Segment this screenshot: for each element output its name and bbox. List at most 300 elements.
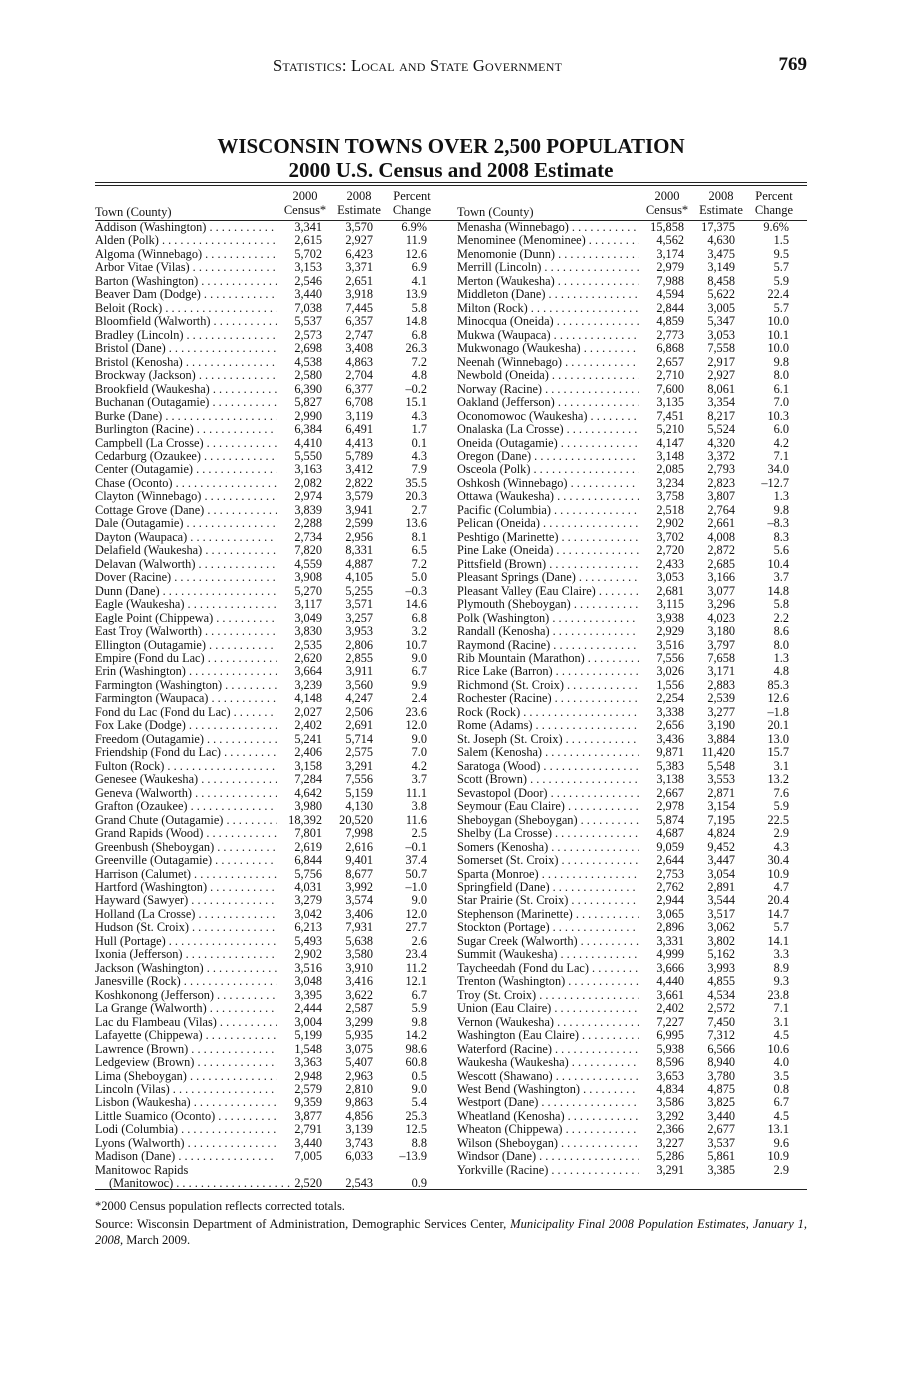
percent-change: 22.4 bbox=[767, 287, 789, 302]
town-name: Peshtigo (Marinette) . . . bbox=[457, 531, 639, 544]
census-2000: 6,390 bbox=[294, 381, 322, 396]
estimate-2008: 3,171 bbox=[707, 664, 735, 679]
table-row bbox=[95, 854, 451, 867]
census-2000: 2,620 bbox=[294, 651, 322, 665]
census-2000: 7,005 bbox=[294, 1149, 322, 1164]
estimate-2008: 2,661 bbox=[707, 516, 735, 531]
percent-change: 9.6% bbox=[763, 220, 789, 234]
town-name: Barton (Washington) . . . bbox=[95, 275, 277, 288]
table-row bbox=[457, 625, 813, 638]
town-name: Beloit (Rock) . . . bbox=[95, 302, 277, 315]
town-name: Arbor Vitae (Vilas) . . . bbox=[95, 261, 277, 274]
estimate-2008: 7,558 bbox=[707, 341, 735, 356]
town-name: Friendship (Fond du Lac) . . . bbox=[95, 746, 277, 759]
estimate-2008: 3,797 bbox=[707, 637, 735, 652]
percent-change: 5.9 bbox=[411, 1001, 427, 1016]
percent-change: 9.8 bbox=[773, 354, 789, 369]
estimate-2008: 6,357 bbox=[345, 314, 373, 329]
town-name: Springfield (Dane) . . . bbox=[457, 881, 639, 894]
census-2000: 3,042 bbox=[294, 906, 322, 921]
town-name: Scott (Brown) . . . bbox=[457, 773, 639, 786]
table-row bbox=[457, 1110, 813, 1123]
census-2000: 2,657 bbox=[656, 354, 684, 369]
town-name: Lima (Sheboygan) . . . bbox=[95, 1070, 277, 1083]
table-row bbox=[95, 261, 451, 274]
census-2000: 6,844 bbox=[294, 853, 322, 868]
census-2000: 2,844 bbox=[656, 300, 684, 315]
percent-change: 12.0 bbox=[405, 906, 427, 921]
estimate-2008: 4,630 bbox=[707, 233, 735, 248]
table-row bbox=[95, 1043, 451, 1056]
census-2000: 2,753 bbox=[656, 866, 684, 881]
percent-change: 9.3 bbox=[773, 974, 789, 989]
town-name: Union (Eau Claire) . . . bbox=[457, 1002, 639, 1015]
estimate-2008: 3,412 bbox=[345, 462, 373, 477]
table-row bbox=[457, 342, 813, 355]
town-name: Madison (Dane) . . . bbox=[95, 1150, 277, 1163]
table-row bbox=[457, 490, 813, 503]
estimate-2008: 3,993 bbox=[707, 960, 735, 975]
table-row bbox=[457, 827, 813, 840]
percent-change: 4.2 bbox=[411, 758, 427, 773]
town-name: Janesville (Rock) . . . bbox=[95, 975, 277, 988]
town-name: Wheaton (Chippewa) . . . bbox=[457, 1123, 639, 1136]
estimate-2008: 2,685 bbox=[707, 556, 735, 571]
percent-change: 10.4 bbox=[767, 556, 789, 571]
table-row bbox=[95, 1177, 451, 1190]
percent-change: 9.0 bbox=[411, 1082, 427, 1096]
percent-change: 7.9 bbox=[411, 462, 427, 477]
percent-change: 1.5 bbox=[773, 233, 789, 248]
percent-change: 3.5 bbox=[773, 1068, 789, 1083]
census-2000: 9,059 bbox=[656, 839, 684, 854]
table-row bbox=[457, 854, 813, 867]
census-2000: 1,556 bbox=[656, 677, 684, 692]
estimate-2008: 3,560 bbox=[345, 677, 373, 692]
census-2000: 3,516 bbox=[656, 637, 684, 652]
percent-change: 9.8 bbox=[773, 502, 789, 517]
percent-change: 9.0 bbox=[411, 731, 427, 746]
census-2000: 3,830 bbox=[294, 624, 322, 639]
town-name: Burke (Dane) . . . bbox=[95, 410, 277, 423]
table-row bbox=[95, 248, 451, 261]
census-2000: 5,537 bbox=[294, 314, 322, 329]
percent-change: 1.3 bbox=[773, 651, 789, 665]
town-name: Mukwa (Waupaca) . . . bbox=[457, 329, 639, 342]
running-head bbox=[0, 56, 907, 80]
census-2000: 2,773 bbox=[656, 327, 684, 342]
table-row bbox=[457, 504, 813, 517]
census-2000: 4,999 bbox=[656, 947, 684, 962]
percent-change: –0.1 bbox=[405, 839, 427, 854]
estimate-2008: 2,506 bbox=[345, 704, 373, 719]
estimate-2008: 2,543 bbox=[345, 1176, 373, 1191]
census-2000: 5,938 bbox=[656, 1041, 684, 1056]
census-2000: 5,827 bbox=[294, 395, 322, 410]
census-2000: 7,820 bbox=[294, 543, 322, 558]
town-name: Merrill (Lincoln) . . . bbox=[457, 261, 639, 274]
column-headers-left bbox=[95, 189, 451, 219]
census-2000: 7,988 bbox=[656, 273, 684, 288]
percent-change: 60.8 bbox=[405, 1055, 427, 1070]
table-rows-right bbox=[457, 221, 813, 1177]
estimate-2008: 2,575 bbox=[345, 745, 373, 760]
census-2000: 5,241 bbox=[294, 731, 322, 746]
town-name: Jackson (Washington) . . . bbox=[95, 962, 277, 975]
estimate-2008: 3,580 bbox=[345, 947, 373, 962]
town-name: Algoma (Winnebago) . . . bbox=[95, 248, 277, 261]
census-2000: 7,227 bbox=[656, 1014, 684, 1029]
percent-change: 3.1 bbox=[773, 1014, 789, 1029]
percent-change: 3.3 bbox=[773, 947, 789, 962]
percent-change: 5.0 bbox=[411, 570, 427, 585]
estimate-2008: 3,385 bbox=[707, 1162, 735, 1177]
table-row bbox=[95, 1056, 451, 1069]
table-row bbox=[457, 598, 813, 611]
estimate-2008: 20,520 bbox=[339, 812, 373, 827]
percent-change: 8.9 bbox=[773, 960, 789, 975]
percent-change: 5.8 bbox=[411, 300, 427, 315]
census-2000: 2,791 bbox=[294, 1122, 322, 1137]
population-table bbox=[95, 186, 807, 1191]
percent-change: 3.7 bbox=[773, 570, 789, 585]
table-row bbox=[95, 625, 451, 638]
census-2000: 2,929 bbox=[656, 624, 684, 639]
town-name: Little Suamico (Oconto) . . . bbox=[95, 1110, 277, 1123]
census-2000: 5,550 bbox=[294, 448, 322, 463]
table-row bbox=[95, 1137, 451, 1150]
town-name: Taycheedah (Fond du Lac) . . . bbox=[457, 962, 639, 975]
source-note bbox=[95, 1216, 807, 1248]
percent-change: 10.0 bbox=[767, 314, 789, 329]
estimate-2008: 2,822 bbox=[345, 475, 373, 490]
percent-change: 2.5 bbox=[411, 826, 427, 841]
census-2000: 2,082 bbox=[294, 475, 322, 490]
percent-change: 14.8 bbox=[405, 314, 427, 329]
percent-change: 9.5 bbox=[773, 246, 789, 261]
percent-change: 14.6 bbox=[405, 597, 427, 612]
estimate-2008: 6,377 bbox=[345, 381, 373, 396]
town-name: Yorkville (Racine) . . . bbox=[457, 1164, 639, 1177]
town-name: Oconomowoc (Waukesha) . . . bbox=[457, 410, 639, 423]
estimate-2008: 3,190 bbox=[707, 718, 735, 733]
town-name: Onalaska (La Crosse) . . . bbox=[457, 423, 639, 436]
town-name: Lincoln (Vilas) . . . bbox=[95, 1083, 277, 1096]
table-left-half bbox=[95, 186, 451, 1191]
town-name: Pine Lake (Oneida) . . . bbox=[457, 544, 639, 557]
percent-change: 10.9 bbox=[767, 1149, 789, 1164]
census-2000: 3,341 bbox=[294, 220, 322, 234]
percent-change: 2.9 bbox=[773, 826, 789, 841]
table-right-half bbox=[457, 186, 813, 1188]
estimate-2008: 3,299 bbox=[345, 1014, 373, 1029]
percent-change: 12.0 bbox=[405, 718, 427, 733]
estimate-2008: 4,887 bbox=[345, 556, 373, 571]
estimate-2008: 2,572 bbox=[707, 1001, 735, 1016]
town-name: Stockton (Portage) . . . bbox=[457, 921, 639, 934]
table-row bbox=[95, 517, 451, 530]
census-2000: 4,559 bbox=[294, 556, 322, 571]
town-name: Pleasant Valley (Eau Claire) . . . bbox=[457, 585, 639, 598]
town-name: Dale (Outagamie) . . . bbox=[95, 517, 277, 530]
table-row bbox=[95, 437, 451, 450]
percent-change: 10.1 bbox=[767, 327, 789, 342]
town-name: Manitowoc Rapids bbox=[95, 1163, 189, 1177]
census-2000: 2,546 bbox=[294, 273, 322, 288]
table-row bbox=[95, 490, 451, 503]
estimate-2008: 2,747 bbox=[345, 327, 373, 342]
estimate-2008: 3,574 bbox=[345, 893, 373, 908]
estimate-2008: 3,053 bbox=[707, 327, 735, 342]
town-name: Troy (St. Croix) . . . bbox=[457, 989, 639, 1002]
percent-change: 6.5 bbox=[411, 543, 427, 558]
town-name: Eagle Point (Chippewa) . . . bbox=[95, 612, 277, 625]
estimate-2008: 4,008 bbox=[707, 529, 735, 544]
census-2000: 3,516 bbox=[294, 960, 322, 975]
town-name: Fulton (Rock) . . . bbox=[95, 760, 277, 773]
table-row bbox=[95, 975, 451, 988]
town-name: Rice Lake (Barron) . . . bbox=[457, 665, 639, 678]
town-name: Ixonia (Jefferson) . . . bbox=[95, 948, 277, 961]
town-name: Ellington (Outagamie) . . . bbox=[95, 639, 277, 652]
table-row bbox=[457, 221, 813, 234]
census-2000: 2,644 bbox=[656, 853, 684, 868]
estimate-2008: 3,354 bbox=[707, 395, 735, 410]
town-name: (Manitowoc) . . . bbox=[95, 1177, 291, 1190]
census-2000: 3,279 bbox=[294, 893, 322, 908]
table-row bbox=[95, 1150, 451, 1163]
census-2000: 7,600 bbox=[656, 381, 684, 396]
percent-change: 50.7 bbox=[405, 866, 427, 881]
table-row bbox=[95, 935, 451, 948]
table-row bbox=[457, 234, 813, 247]
table-row bbox=[95, 396, 451, 409]
census-2000: 3,049 bbox=[294, 610, 322, 625]
town-name: Windsor (Dane) . . . bbox=[457, 1150, 639, 1163]
town-name: Pacific (Columbia) . . . bbox=[457, 504, 639, 517]
census-2000: 3,115 bbox=[656, 597, 684, 612]
percent-change: 4.1 bbox=[411, 273, 427, 288]
town-name: Washington (Eau Claire) . . . bbox=[457, 1029, 639, 1042]
percent-change: 10.9 bbox=[767, 866, 789, 881]
table-rows-left bbox=[95, 221, 451, 1191]
estimate-2008: 6,708 bbox=[345, 395, 373, 410]
census-2000: 3,395 bbox=[294, 987, 322, 1002]
estimate-2008: 7,658 bbox=[707, 651, 735, 665]
town-name: Middleton (Dane) . . . bbox=[457, 288, 639, 301]
table-row bbox=[95, 719, 451, 732]
percent-change: 6.9% bbox=[401, 220, 427, 234]
town-name: Farmington (Washington) . . . bbox=[95, 679, 277, 692]
town-name: Stephenson (Marinette) . . . bbox=[457, 908, 639, 921]
table-row bbox=[457, 652, 813, 665]
estimate-2008: 3,075 bbox=[345, 1041, 373, 1056]
census-2000: 5,286 bbox=[656, 1149, 684, 1164]
town-name: Hudson (St. Croix) . . . bbox=[95, 921, 277, 934]
estimate-2008: 4,413 bbox=[345, 435, 373, 450]
census-2000: 2,979 bbox=[656, 260, 684, 275]
percent-change: 8.1 bbox=[411, 529, 427, 544]
table-row bbox=[457, 463, 813, 476]
header-2000: 2000 Census* bbox=[645, 189, 689, 217]
percent-change: 11.9 bbox=[405, 233, 427, 248]
census-2000: 3,363 bbox=[294, 1055, 322, 1070]
percent-change: 9.8 bbox=[411, 1014, 427, 1029]
percent-change: 4.5 bbox=[773, 1028, 789, 1043]
percent-change: 20.4 bbox=[767, 893, 789, 908]
estimate-2008: 3,743 bbox=[345, 1135, 373, 1150]
table-row bbox=[457, 396, 813, 409]
town-name: Newbold (Oneida) . . . bbox=[457, 369, 639, 382]
town-name: Lisbon (Waukesha) . . . bbox=[95, 1096, 277, 1109]
estimate-2008: 3,180 bbox=[707, 624, 735, 639]
table-row bbox=[95, 692, 451, 705]
percent-change: 13.1 bbox=[767, 1122, 789, 1137]
percent-change: 2.7 bbox=[411, 502, 427, 517]
estimate-2008: 5,255 bbox=[345, 583, 373, 598]
table-row bbox=[95, 962, 451, 975]
census-2000: 4,147 bbox=[656, 435, 684, 450]
census-2000: 2,762 bbox=[656, 879, 684, 894]
estimate-2008: 3,416 bbox=[345, 974, 373, 989]
estimate-2008: 3,570 bbox=[345, 220, 373, 234]
percent-change: 2.4 bbox=[411, 691, 427, 706]
percent-change: 5.8 bbox=[773, 597, 789, 612]
census-2000: 7,801 bbox=[294, 826, 322, 841]
town-name: Oneida (Outagamie) . . . bbox=[457, 437, 639, 450]
estimate-2008: 2,587 bbox=[345, 1001, 373, 1016]
estimate-2008: 3,372 bbox=[707, 448, 735, 463]
census-2000: 2,615 bbox=[294, 233, 322, 248]
estimate-2008: 7,195 bbox=[707, 812, 735, 827]
percent-change: 6.7 bbox=[411, 987, 427, 1002]
table-row bbox=[457, 571, 813, 584]
table-row bbox=[95, 410, 451, 423]
percent-change: 6.1 bbox=[773, 381, 789, 396]
estimate-2008: 3,780 bbox=[707, 1068, 735, 1083]
estimate-2008: 7,998 bbox=[345, 826, 373, 841]
table-row bbox=[457, 410, 813, 423]
table-row bbox=[457, 1164, 813, 1177]
percent-change: 14.7 bbox=[767, 906, 789, 921]
census-2000: 3,877 bbox=[294, 1108, 322, 1123]
percent-change: 0.5 bbox=[411, 1068, 427, 1083]
census-2000: 8,596 bbox=[656, 1055, 684, 1070]
estimate-2008: 5,789 bbox=[345, 448, 373, 463]
estimate-2008: 3,537 bbox=[707, 1135, 735, 1150]
estimate-2008: 3,571 bbox=[345, 597, 373, 612]
estimate-2008: 2,764 bbox=[707, 502, 735, 517]
percent-change: 37.4 bbox=[405, 853, 427, 868]
percent-change: 85.3 bbox=[767, 677, 789, 692]
table-row bbox=[95, 733, 451, 746]
table-row bbox=[457, 639, 813, 652]
town-name: Richmond (St. Croix) . . . bbox=[457, 679, 639, 692]
table-row bbox=[457, 544, 813, 557]
percent-change: 14.2 bbox=[405, 1028, 427, 1043]
percent-change: 3.2 bbox=[411, 624, 427, 639]
census-2000: 1,548 bbox=[294, 1041, 322, 1056]
town-name: Lawrence (Brown) . . . bbox=[95, 1043, 277, 1056]
estimate-2008: 8,940 bbox=[707, 1055, 735, 1070]
estimate-2008: 3,291 bbox=[345, 758, 373, 773]
percent-change: 6.9 bbox=[411, 260, 427, 275]
estimate-2008: 8,331 bbox=[345, 543, 373, 558]
census-2000: 3,163 bbox=[294, 462, 322, 477]
table-row bbox=[457, 692, 813, 705]
town-name: Erin (Washington) . . . bbox=[95, 665, 277, 678]
town-name: Mukwonago (Waukesha) . . . bbox=[457, 342, 639, 355]
census-2000: 4,148 bbox=[294, 691, 322, 706]
town-name: Waterford (Racine) . . . bbox=[457, 1043, 639, 1056]
estimate-2008: 4,824 bbox=[707, 826, 735, 841]
estimate-2008: 2,823 bbox=[707, 475, 735, 490]
town-name: Menasha (Winnebago) . . . bbox=[457, 221, 639, 234]
header-2000: 2000 Census* bbox=[283, 189, 327, 217]
table-row bbox=[95, 773, 451, 786]
town-name: Minocqua (Oneida) . . . bbox=[457, 315, 639, 328]
percent-change: –13.9 bbox=[399, 1149, 427, 1164]
estimate-2008: 2,677 bbox=[707, 1122, 735, 1137]
town-name: Rib Mountain (Marathon) . . . bbox=[457, 652, 639, 665]
estimate-2008: 2,810 bbox=[345, 1082, 373, 1096]
census-2000: 3,227 bbox=[656, 1135, 684, 1150]
source-prefix: Source: Wisconsin Department of Administration, Demographic Services Center, bbox=[95, 1217, 507, 1231]
table-row bbox=[457, 1070, 813, 1083]
percent-change: 6.7 bbox=[773, 1095, 789, 1110]
percent-change: 6.7 bbox=[411, 664, 427, 679]
estimate-2008: 2,651 bbox=[345, 273, 373, 288]
header-percent: Percent Change bbox=[754, 189, 794, 217]
estimate-2008: 3,277 bbox=[707, 704, 735, 719]
table-row bbox=[95, 234, 451, 247]
town-name: Plymouth (Sheboygan) . . . bbox=[457, 598, 639, 611]
census-2000: 2,520 bbox=[294, 1176, 322, 1191]
census-2000: 4,687 bbox=[656, 826, 684, 841]
estimate-2008: 3,992 bbox=[345, 879, 373, 894]
census-2000: 2,580 bbox=[294, 368, 322, 383]
table-row bbox=[95, 1029, 451, 1042]
table-row bbox=[457, 1137, 813, 1150]
town-name: Raymond (Racine) . . . bbox=[457, 639, 639, 652]
table-row bbox=[95, 1083, 451, 1096]
table-row bbox=[457, 921, 813, 934]
estimate-2008: 3,622 bbox=[345, 987, 373, 1002]
percent-change: 5.7 bbox=[773, 920, 789, 935]
table-row bbox=[95, 989, 451, 1002]
percent-change: 7.0 bbox=[411, 745, 427, 760]
census-2000: 7,451 bbox=[656, 408, 684, 423]
estimate-2008: 2,806 bbox=[345, 637, 373, 652]
table-row bbox=[95, 894, 451, 907]
percent-change: 5.7 bbox=[773, 260, 789, 275]
estimate-2008: 3,807 bbox=[707, 489, 735, 504]
census-2000: 2,896 bbox=[656, 920, 684, 935]
table-row bbox=[95, 868, 451, 881]
estimate-2008: 6,033 bbox=[345, 1149, 373, 1164]
town-name: Koshkonong (Jefferson) . . . bbox=[95, 989, 277, 1002]
percent-change: 23.6 bbox=[405, 704, 427, 719]
percent-change: 6.0 bbox=[773, 422, 789, 437]
percent-change: 8.8 bbox=[411, 1135, 427, 1150]
percent-change: 20.3 bbox=[405, 489, 427, 504]
table-row bbox=[457, 329, 813, 342]
town-name: Westport (Dane) . . . bbox=[457, 1096, 639, 1109]
estimate-2008: 4,534 bbox=[707, 987, 735, 1002]
header-town: Town (County) bbox=[95, 205, 172, 219]
town-name: East Troy (Walworth) . . . bbox=[95, 625, 277, 638]
percent-change: 4.0 bbox=[773, 1055, 789, 1070]
